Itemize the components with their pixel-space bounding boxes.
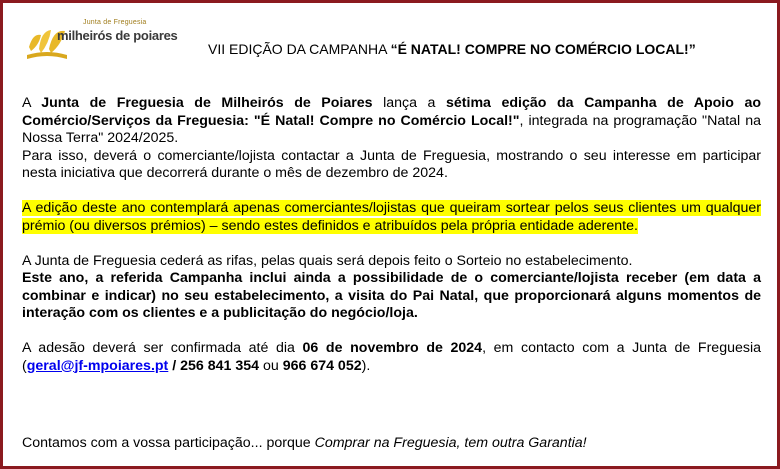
logo-subtitle: Junta de Freguesia (83, 19, 147, 26)
highlighted-text: A edição deste ano contemplará apenas comerciantes/lojistas que queiram sortear pelos seus clientes um qualquer prémio (ou diversos prémios) – sendo estes definidos e atribuídos pela própria entidade aderente. (22, 200, 761, 234)
deadline-date: 06 de novembro de 2024 (302, 340, 483, 356)
intro-text-2: lança a (372, 95, 446, 111)
closing-line (22, 435, 587, 451)
title-campaign: “É NATAL! COMPRE NO COMÉRCIO LOCAL!” (390, 41, 696, 57)
deadline-text-1: A adesão deverá ser confirmada até dia (22, 340, 303, 356)
intro-text-1: A (22, 95, 42, 111)
intro-campaign: sétima edição da Campanha de Apoio ao Comércio/Serviços da Freguesia: "É Natal! Compre no Comércio Local!" (22, 95, 762, 129)
logo-name: milheirós de poiares (57, 28, 178, 43)
paragraph-santa-visit (22, 270, 761, 323)
deadline-text-3: ou (259, 357, 283, 374)
milheiros-logo (27, 17, 177, 63)
title-prefix: VII EDIÇÃO DA CAMPANHA (208, 41, 391, 57)
email-link[interactable]: geral@jf-mpoiares.pt (26, 357, 169, 374)
paragraph-raffle: A Junta de Freguesia cederá as rifas, pelas quais será depois feito o Sorteio no estabelecimento. (22, 252, 633, 269)
phone-secondary: 966 674 052 (282, 357, 362, 374)
closing-text: Contamos com a vossa participação... porque (22, 435, 315, 451)
paragraph-highlighted (22, 200, 761, 235)
phone-primary: / 256 841 354 (168, 357, 260, 374)
page-title (208, 41, 696, 57)
paragraph-intro (22, 95, 761, 148)
closing-slogan: Comprar na Freguesia, tem outra Garantia! (314, 435, 587, 451)
intro-text-3: , integrada na programação "Natal na Nossa Terra" 2024/2025. (22, 112, 761, 146)
intro-organization: Junta de Freguesia de Milheirós de Poiares (41, 95, 373, 111)
deadline-text-4: ). (361, 357, 371, 374)
santa-visit-text: Este ano, a referida Campanha inclui ainda a possibilidade de o comerciante/lojista receber (em data a combinar e indicar) no seu estabelecimento, a visita do Pai Natal, que proporcionará alguns momentos de interação com os clientes e a publicitação do negócio/loja. (22, 270, 761, 321)
paragraph-deadline (22, 340, 761, 375)
paragraph-contact-info: Para isso, deverá o comerciante/lojista contactar a Junta de Freguesia, mostrando o seu interesse em participar nesta iniciativa que decorrerá durante o mês de dezembro de 2024. (22, 147, 761, 181)
document-body (22, 95, 761, 375)
deadline-text-2: , em contacto com a Junta de Freguesia ( (22, 340, 761, 374)
